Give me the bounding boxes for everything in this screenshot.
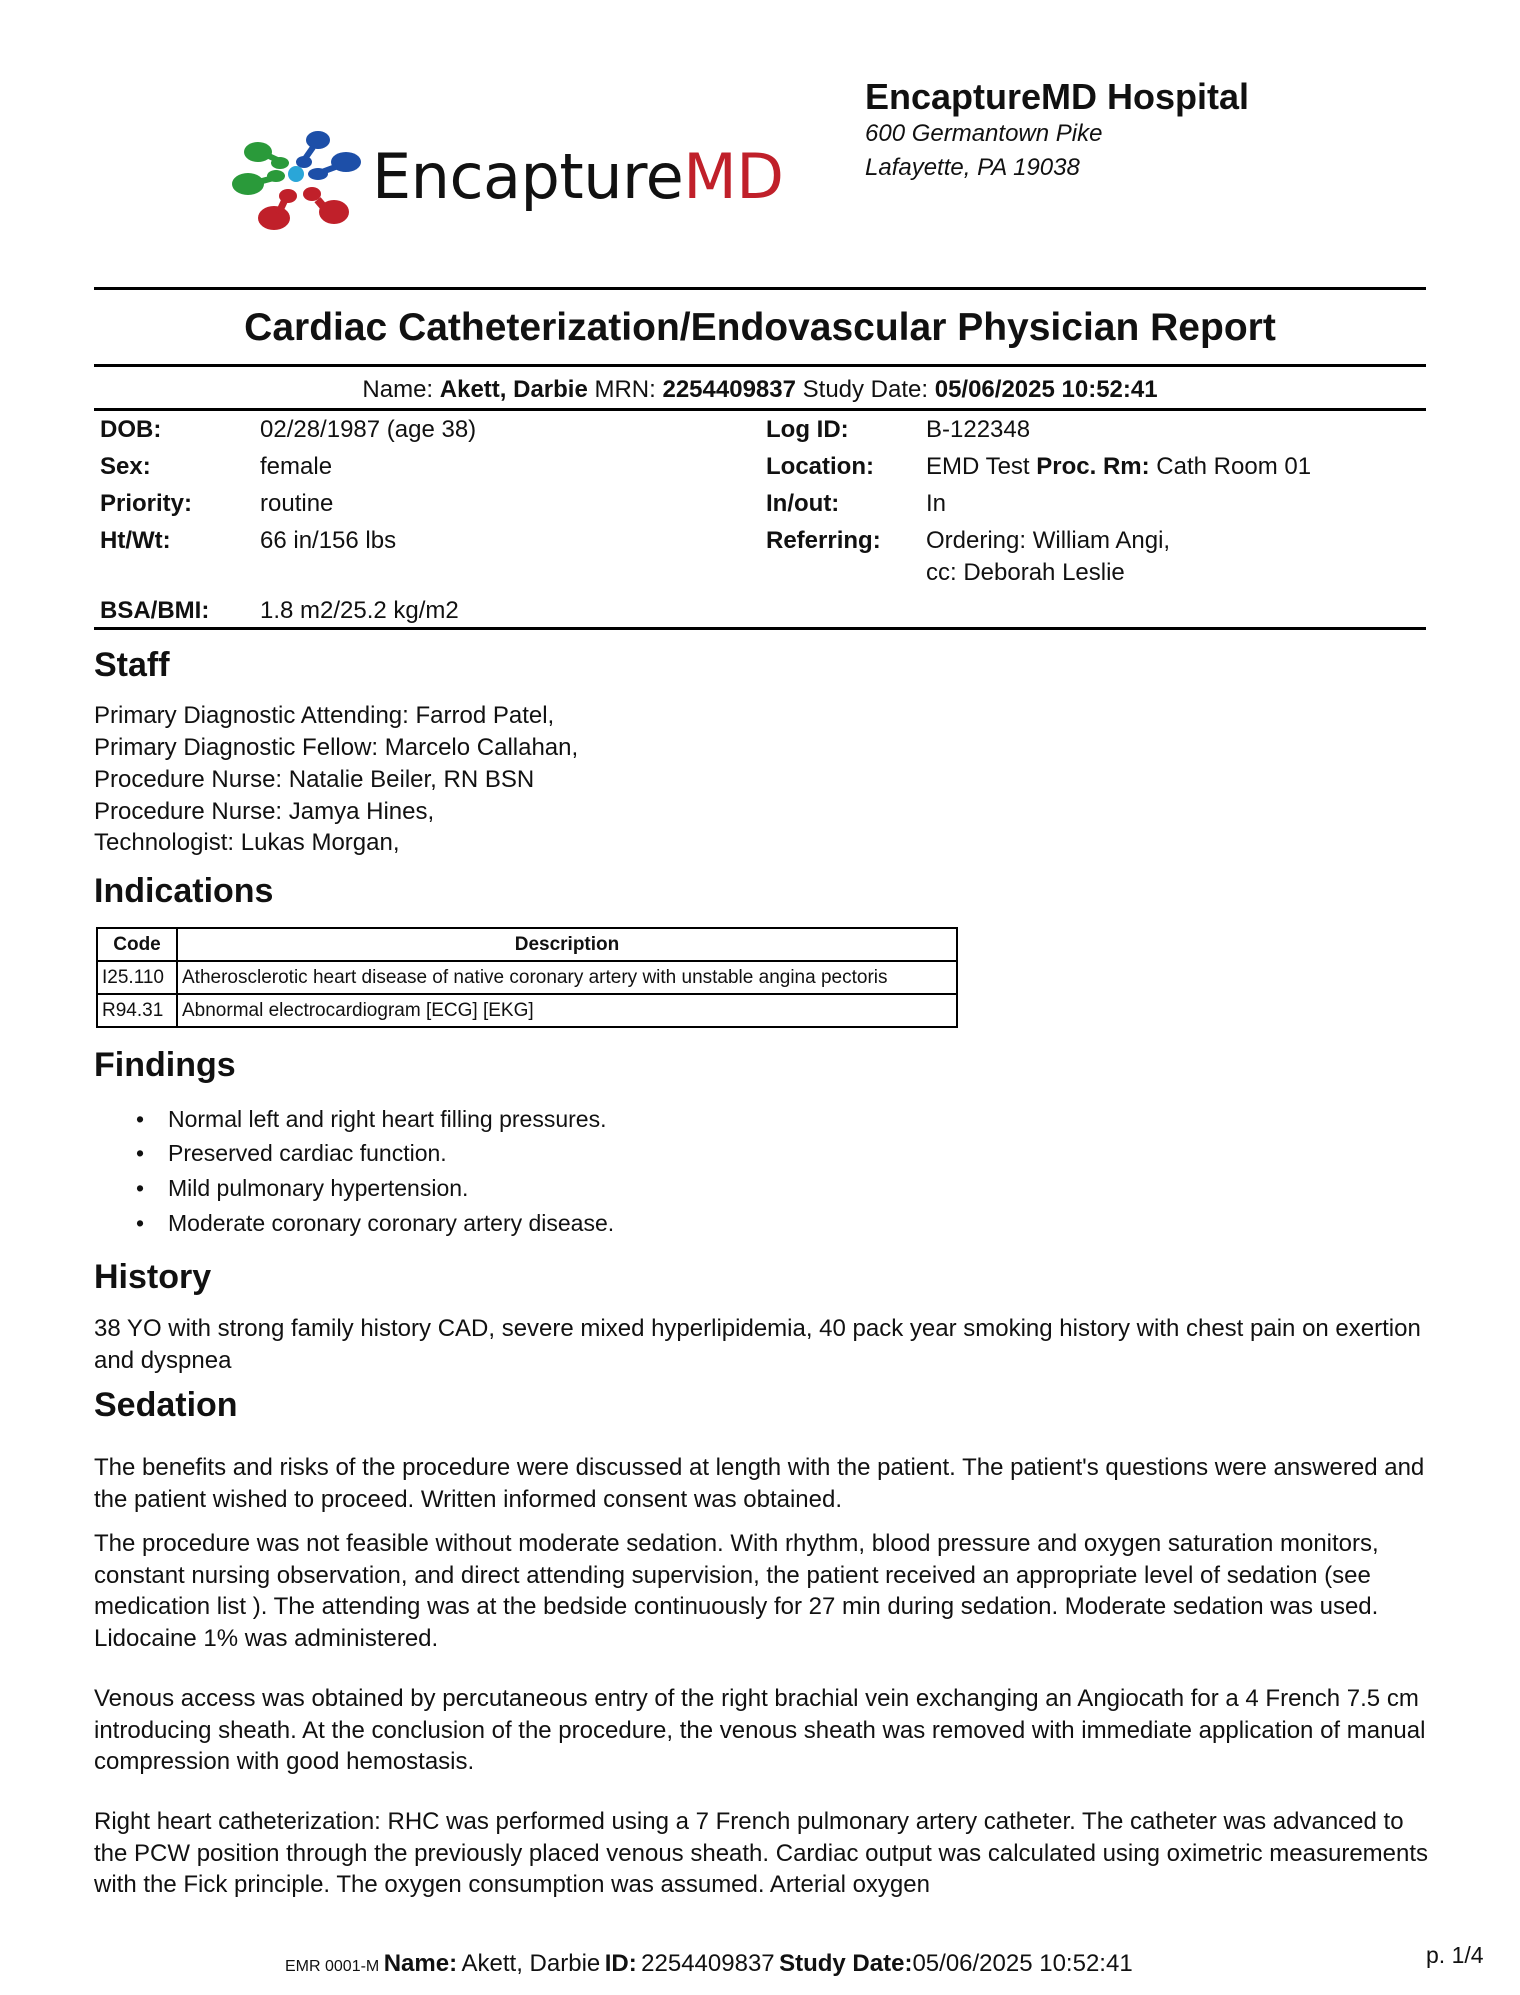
column-header-code: Code: [97, 928, 177, 961]
logo-text-main: Encapture: [372, 140, 684, 213]
indications-table: [96, 927, 958, 1028]
mrn-label: MRN:: [594, 376, 656, 403]
findings-heading: Findings: [94, 1046, 236, 1084]
sedation-paragraph: The procedure was not feasible without moderate sedation. With rhythm, blood pressure and oxygen saturation monitors, constant nursing observation, and direct attending supervision, the patient received an appropriate level of sedation (see medication list ). The attending was at the bedside continuously for 27 min during sedation. Moderate sedation was used. Lidocaine 1% was administered.: [94, 1530, 1379, 1652]
page-number: p. 1/4: [1426, 1942, 1484, 1968]
hospital-name: EncaptureMD Hospital: [865, 76, 1250, 117]
study-date-label: Study Date:: [802, 376, 929, 403]
history-heading: History: [94, 1258, 212, 1296]
footer-id: 2254409837: [641, 1950, 775, 1977]
sedation-paragraph: Venous access was obtained by percutaneous entry of the right brachial vein exchanging an Angiocath for a 4 French 7.5 cm introducing sheath. At the conclusion of the procedure, the venous sheath was removed with immediate application of manual compression with good hemostasis.: [94, 1685, 1426, 1775]
location-label: Location:: [766, 453, 874, 480]
proc-room-label: Proc. Rm:: [1036, 453, 1150, 480]
inout-value: In: [926, 490, 947, 517]
page-footer: [285, 1950, 1133, 1978]
location-name: EMD Test: [926, 453, 1030, 480]
indications-heading: Indications: [94, 872, 274, 910]
staff-line: Procedure Nurse: Jamya Hines,: [94, 798, 435, 825]
sedation-paragraph: Right heart catheterization: RHC was performed using a 7 French pulmonary artery catheter. The catheter was advanced to the PCW position through the previously placed venous sheath. Cardiac output was calculated using oximetric measurements with the Fick principle. The oxygen consumption was assumed. Arterial oxygen: [94, 1808, 1429, 1898]
table-row: [97, 961, 957, 994]
bullet-icon: •: [136, 1106, 145, 1132]
ht-wt-label: Ht/Wt:: [100, 527, 171, 554]
logo-wordmark: [372, 140, 784, 213]
divider: [94, 364, 1426, 367]
bullet-icon: •: [136, 1210, 145, 1236]
log-id-label: Log ID:: [766, 416, 849, 443]
priority-label: Priority:: [100, 490, 193, 517]
finding-item: Normal left and right heart filling pressures.: [168, 1106, 607, 1132]
staff-line: Primary Diagnostic Fellow: Marcelo Callahan,: [94, 734, 579, 761]
log-id-value: B-122348: [926, 416, 1031, 443]
ht-wt-value: 66 in/156 lbs: [260, 527, 397, 554]
bullet-icon: •: [136, 1175, 145, 1201]
referring-label: Referring:: [766, 527, 881, 554]
finding-item: Moderate coronary coronary artery disease.: [168, 1210, 615, 1236]
inout-label: In/out:: [766, 490, 840, 517]
footer-date: 05/06/2025 10:52:41: [912, 1950, 1133, 1977]
sex-value: female: [260, 453, 333, 480]
bullet-icon: •: [136, 1140, 145, 1166]
hospital-address-line2: Lafayette, PA 19038: [865, 154, 1080, 181]
study-date-value: 05/06/2025 10:52:41: [934, 376, 1158, 403]
indication-code: R94.31: [97, 994, 177, 1027]
sex-label: Sex:: [100, 453, 151, 480]
name-label: Name:: [362, 376, 434, 403]
patient-name: Akett, Darbie: [439, 376, 588, 403]
staff-heading: Staff: [94, 646, 170, 684]
mrn-value: 2254409837: [662, 376, 796, 403]
footer-name-label: Name:: [383, 1950, 458, 1977]
logo-text-accent: MD: [683, 140, 784, 213]
referring-line2: cc: Deborah Leslie: [926, 559, 1125, 586]
footer-date-label: Study Date:: [779, 1950, 913, 1977]
footer-name: Akett, Darbie: [461, 1950, 601, 1977]
divider: [94, 287, 1426, 290]
divider: [94, 408, 1426, 411]
priority-value: routine: [260, 490, 334, 517]
history-text: 38 YO with strong family history CAD, severe mixed hyperlipidemia, 40 pack year smoking history with chest pain on exertion and dyspnea: [94, 1315, 1421, 1374]
staff-line: Procedure Nurse: Natalie Beiler, RN BSN: [94, 766, 535, 793]
table-row: [97, 994, 957, 1027]
finding-item: Preserved cardiac function.: [168, 1140, 447, 1166]
proc-room-value: Cath Room 01: [1156, 453, 1312, 480]
sedation-paragraph: The benefits and risks of the procedure were discussed at length with the patient. The patient's questions were answered and the patient wished to proceed. Written informed consent was obtained.: [94, 1454, 1425, 1513]
column-header-description: Description: [177, 928, 957, 961]
hospital-address-line1: 600 Germantown Pike: [865, 120, 1103, 147]
dob-label: DOB:: [100, 416, 162, 443]
bsa-bmi-label: BSA/BMI:: [100, 597, 210, 624]
table-header-row: [97, 928, 957, 961]
bsa-bmi-value: 1.8 m2/25.2 kg/m2: [260, 597, 459, 624]
dob-value: 02/28/1987 (age 38): [260, 416, 477, 443]
indication-description: Abnormal electrocardiogram [ECG] [EKG]: [177, 994, 957, 1027]
footer-id-label: ID:: [604, 1950, 637, 1977]
divider: [94, 627, 1426, 630]
form-code: EMR 0001-M: [285, 1958, 380, 1975]
indication-code: I25.110: [97, 961, 177, 994]
patient-summary-line: [94, 376, 1426, 404]
location-value: [926, 453, 1311, 481]
finding-item: Mild pulmonary hypertension.: [168, 1175, 469, 1201]
staff-line: Technologist: Lukas Morgan,: [94, 829, 400, 856]
sedation-heading: Sedation: [94, 1386, 238, 1424]
staff-line: Primary Diagnostic Attending: Farrod Patel,: [94, 702, 555, 729]
indication-description: Atherosclerotic heart disease of native coronary artery with unstable angina pectoris: [177, 961, 957, 994]
report-title: Cardiac Catheterization/Endovascular Physician Report: [244, 306, 1276, 349]
referring-line1: Ordering: William Angi,: [926, 527, 1171, 554]
encapturemd-logo-icon: [228, 122, 368, 232]
